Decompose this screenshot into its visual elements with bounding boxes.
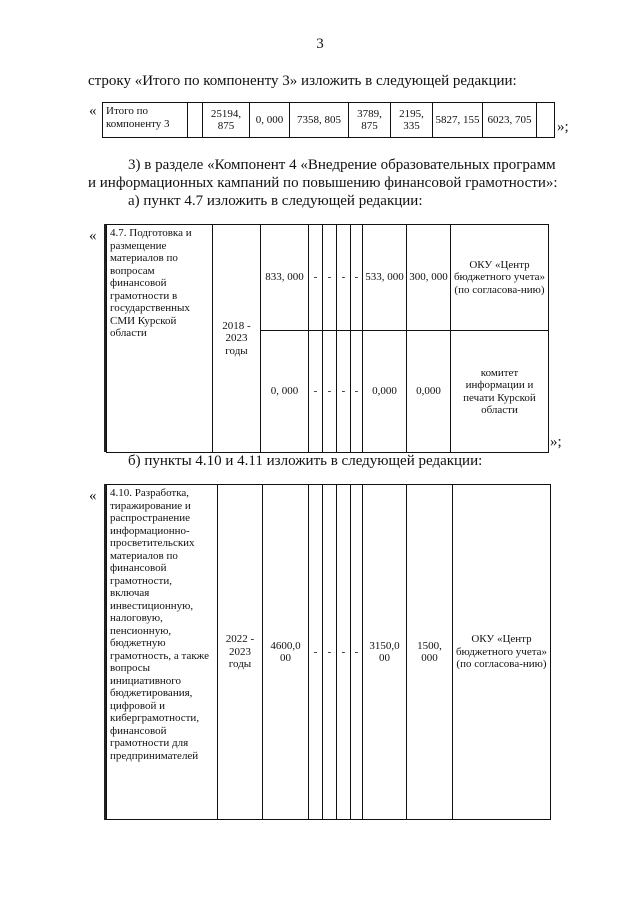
item410-executor: ОКУ «Центр бюджетного учета» (по согласова-нию) xyxy=(453,485,551,820)
total3-name: Итого по компоненту 3 xyxy=(103,103,188,138)
item47-row1-dash: - xyxy=(323,225,337,331)
item47-row2-dash: - xyxy=(323,331,337,453)
total3-cell: 2195, 335 xyxy=(391,103,433,138)
close-quote-total3: »; xyxy=(557,119,569,135)
item47-row1-dash: - xyxy=(351,225,363,331)
total3-cell: 6023, 705 xyxy=(483,103,537,138)
item47-row2-dash: - xyxy=(309,331,323,453)
total3-cell xyxy=(188,103,203,138)
item47-row1-dash: - xyxy=(309,225,323,331)
item410-dash: - xyxy=(323,485,337,820)
item410-dash: - xyxy=(337,485,351,820)
section-b-text: б) пункты 4.10 и 4.11 изложить в следующей редакции: xyxy=(128,453,483,469)
item47-row1-value: 300, 000 xyxy=(407,225,451,331)
item47-row1-total: 833, 000 xyxy=(261,225,309,331)
item410-value: 1500, 000 xyxy=(407,485,453,820)
item47-row2-value: 0,000 xyxy=(407,331,451,453)
item47-period: 2018 - 2023 годы xyxy=(213,225,261,453)
open-quote-410: « xyxy=(89,488,97,504)
item410-period: 2022 - 2023 годы xyxy=(218,485,263,820)
item410-dash: - xyxy=(309,485,323,820)
open-quote-total3: « xyxy=(89,103,97,119)
total3-cell xyxy=(537,103,555,138)
total3-cell: 0, 000 xyxy=(250,103,290,138)
section3-line3: а) пункт 4.7 изложить в следующей редакции: xyxy=(128,193,423,209)
item47-row1-dash: - xyxy=(337,225,351,331)
section3-line1: 3) в разделе «Компонент 4 «Внедрение образовательных программ xyxy=(128,157,556,173)
item47-name: 4.7. Подготовка и размещение материалов по вопросам финансовой грамотности в государственных СМИ Курской области xyxy=(107,225,213,453)
item47-row2-dash: - xyxy=(337,331,351,453)
item410-name: 4.10. Разработка, тиражирование и распространение информационно-просветительских материалов по финансовой грамотности, включая инвестиционную, налоговую, пенсионную, бюджетную грамотность, а также вопросы инициативного бюджетирования, цифровой и киберграмотности, финансовой грамотности для предпринимателей xyxy=(107,485,218,820)
page-number: 3 xyxy=(316,36,324,52)
open-quote-47: « xyxy=(89,228,97,244)
total3-cell: 25194, 875 xyxy=(203,103,250,138)
item47-table xyxy=(106,224,549,453)
total3-cell: 3789, 875 xyxy=(349,103,391,138)
item47-row1-executor: ОКУ «Центр бюджетного учета» (по согласова-нию) xyxy=(451,225,549,331)
item410-table xyxy=(106,484,551,820)
total3-table xyxy=(102,102,555,138)
item47-row2-dash: - xyxy=(351,331,363,453)
item47-row2-executor: комитет информации и печати Курской области xyxy=(451,331,549,453)
intro-text: строку «Итого по компоненту 3» изложить в следующей редакции: xyxy=(88,73,517,89)
item410-total: 4600,0 00 xyxy=(263,485,309,820)
item410-dash: - xyxy=(351,485,363,820)
total3-cell: 7358, 805 xyxy=(290,103,349,138)
close-quote-47: »; xyxy=(550,434,562,450)
item47-row1-value: 533, 000 xyxy=(363,225,407,331)
item47-row2-total: 0, 000 xyxy=(261,331,309,453)
total3-cell: 5827, 155 xyxy=(433,103,483,138)
item410-value: 3150,0 00 xyxy=(363,485,407,820)
section3-line2: и информационных кампаний по повышению финансовой грамотности»: xyxy=(88,175,558,191)
item47-row2-value: 0,000 xyxy=(363,331,407,453)
